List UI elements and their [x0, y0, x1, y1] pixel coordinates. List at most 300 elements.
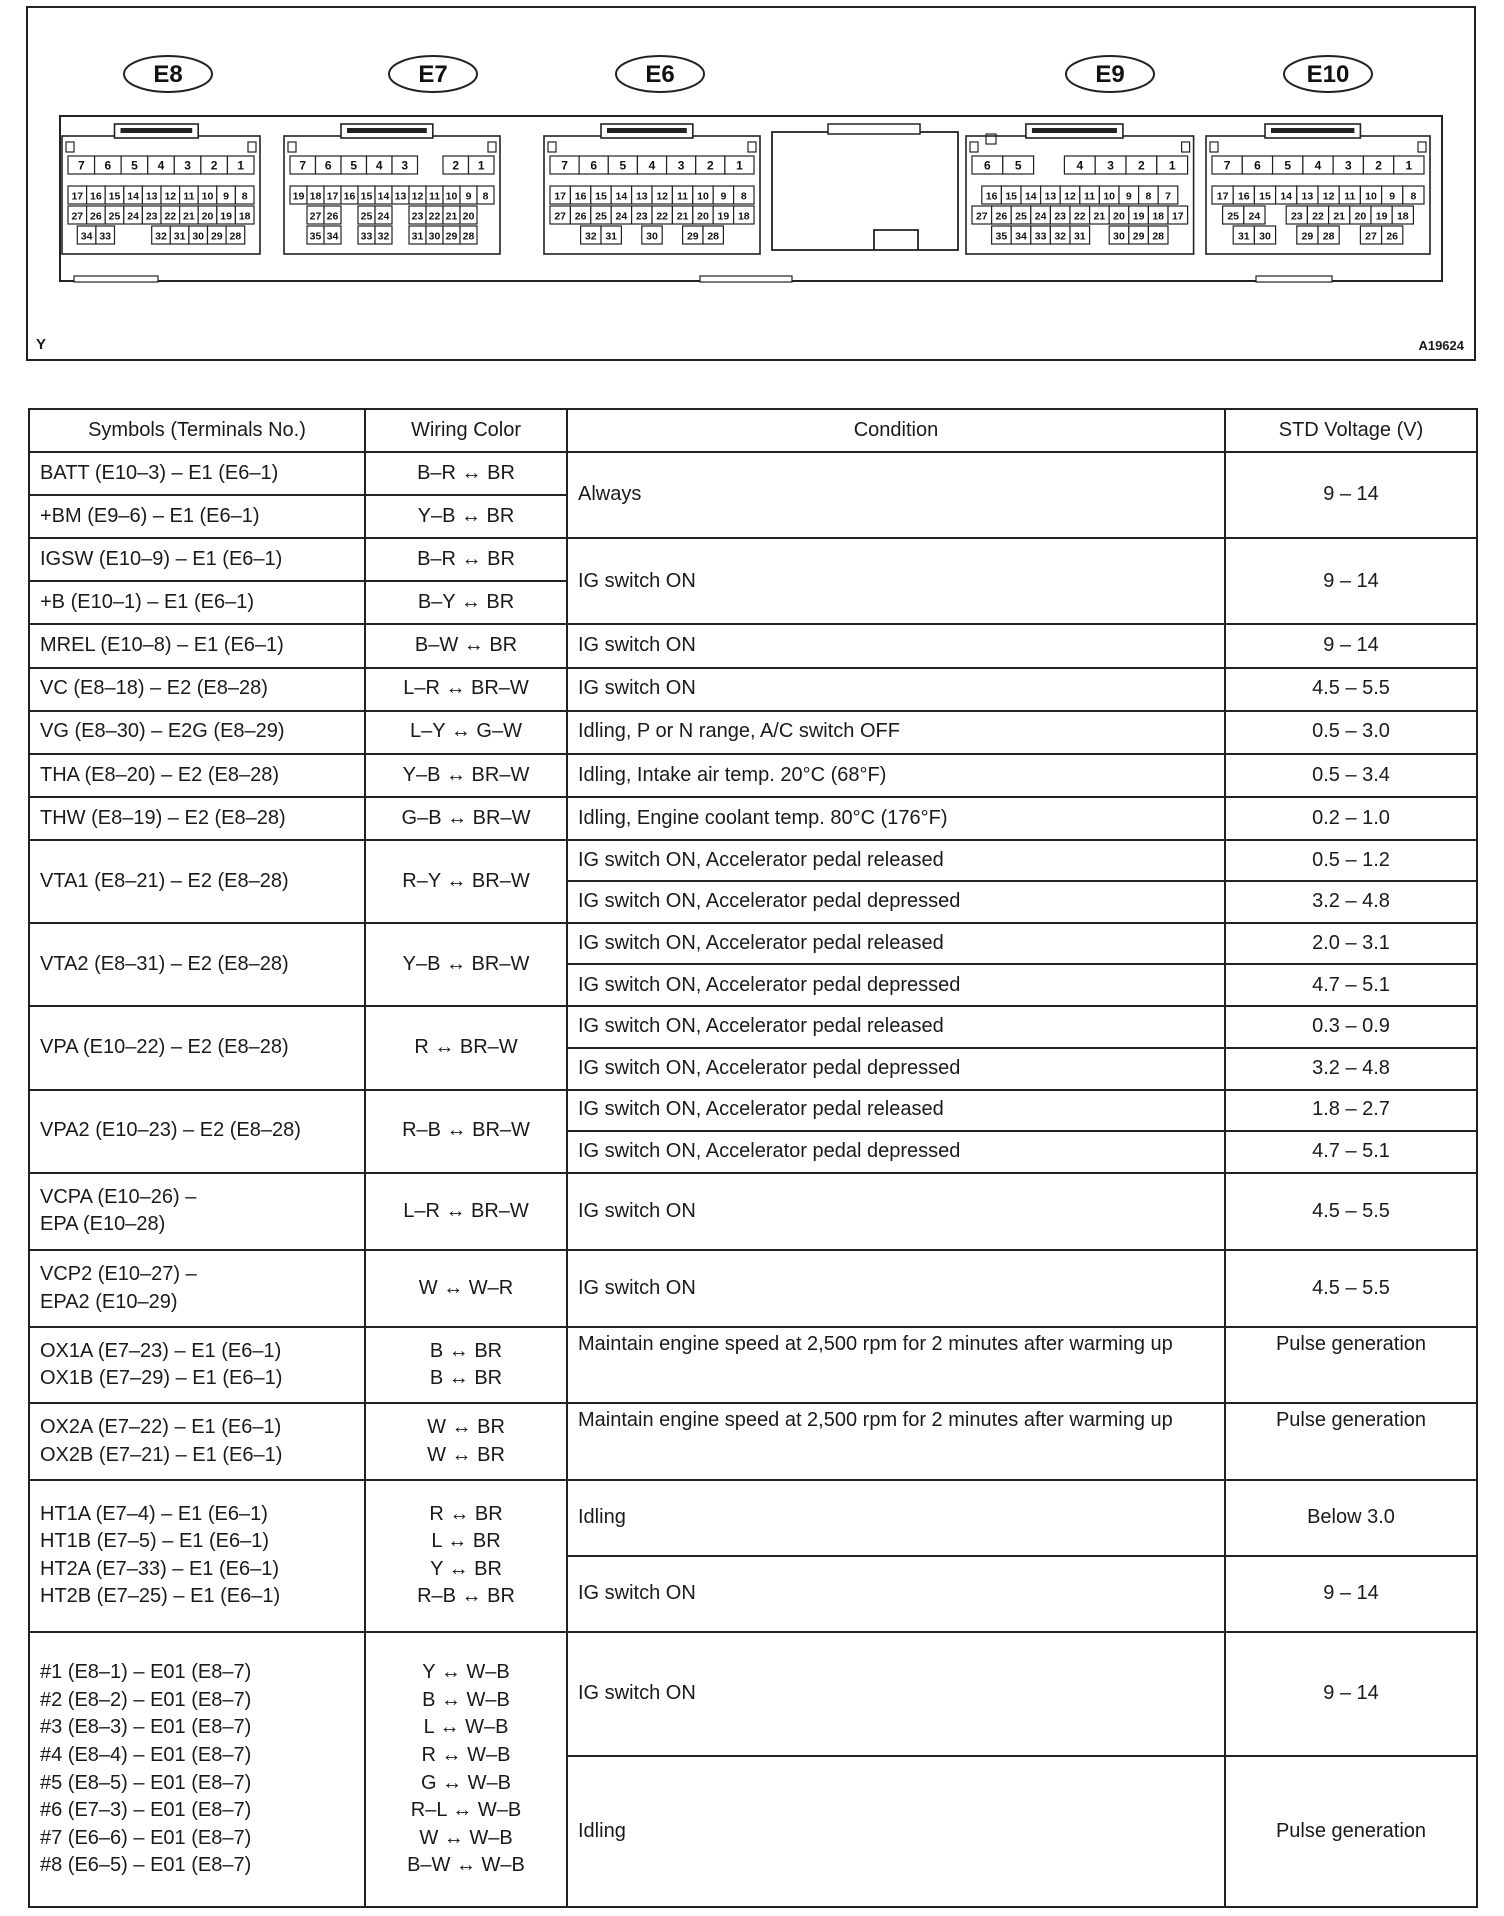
- connector-pin-number: 6: [590, 158, 598, 173]
- wiring-line: R–Y ↔ BR–W: [402, 869, 530, 892]
- connector-pin-number: 19: [220, 210, 232, 223]
- connector-pin-number: 26: [90, 210, 102, 223]
- wiring-line: Y–B ↔ BR: [417, 504, 515, 527]
- header-symbols: Symbols (Terminals No.): [29, 409, 365, 452]
- connector-pin-number: 22: [1073, 210, 1086, 223]
- cell-condition: Always: [567, 452, 1225, 538]
- table-row: [29, 1250, 1477, 1327]
- connector-pin-number: 8: [740, 190, 747, 203]
- connector-pin-number: 10: [1365, 190, 1377, 203]
- center-housing: [772, 132, 958, 250]
- connector-pin-number: 21: [1093, 210, 1106, 223]
- connector-pin-number: 16: [90, 190, 102, 203]
- cell-std-voltage: 1.8 – 2.7: [1225, 1090, 1477, 1131]
- symbol-line: #5 (E8–5) – E01 (E8–7): [40, 1771, 252, 1794]
- cell-wiring-color: [365, 538, 567, 581]
- connector-latch-slot: [347, 128, 427, 133]
- wiring-line: B–W ↔ BR: [414, 634, 518, 657]
- cell-symbol: [29, 754, 365, 797]
- header-wiring-color: Wiring Color: [365, 409, 567, 452]
- connector-pin-number: 30: [1113, 230, 1125, 243]
- wiring-line: B ↔ W–B: [422, 1688, 510, 1711]
- table-row: [29, 1632, 1477, 1756]
- connector-pin-number: 3: [1344, 158, 1352, 173]
- connector-pin-number: 8: [482, 190, 489, 203]
- connector-pin-number: 11: [1344, 190, 1356, 203]
- connector-pin-number: 30: [192, 230, 205, 243]
- cell-wiring-color: [365, 711, 567, 754]
- table-row: [29, 1173, 1477, 1250]
- connector-label: E8: [153, 61, 183, 88]
- connector-pin-number: 6: [984, 158, 991, 173]
- connector-pin-number: 4: [1076, 158, 1084, 173]
- cell-std-voltage: Below 3.0: [1225, 1480, 1477, 1556]
- wiring-line: B ↔ BR: [429, 1367, 503, 1390]
- connector-e8: [62, 56, 260, 254]
- connector-pin-number: 17: [71, 190, 84, 203]
- table-row: [29, 452, 1477, 495]
- cell-std-voltage: 9 – 14: [1225, 538, 1477, 624]
- wiring-line: R ↔ W–B: [421, 1743, 511, 1766]
- connector-pin-number: 6: [1254, 158, 1261, 173]
- wiring-line: W ↔ W–B: [419, 1826, 513, 1849]
- connector-pin-number: 27: [554, 210, 567, 223]
- connector-pin-number: 12: [1064, 190, 1076, 203]
- connector-pin-number: 15: [108, 190, 121, 203]
- connector-pin-number: 4: [157, 158, 165, 173]
- connector-pin-number: 21: [445, 210, 458, 223]
- wiring-line: G–B ↔ BR–W: [401, 806, 531, 829]
- connector-pin-number: 14: [377, 190, 390, 203]
- connector-pin-number: 5: [350, 158, 358, 173]
- wiring-line: B–Y ↔ BR: [417, 591, 515, 614]
- symbol-line: #7 (E6–6) – E01 (E8–7): [40, 1826, 252, 1849]
- connector-pin-number: 18: [238, 210, 251, 223]
- connector-pin-number: 12: [656, 190, 669, 203]
- table-row: [29, 797, 1477, 840]
- symbol-line: EPA2 (E10–29): [40, 1290, 178, 1313]
- cell-std-voltage: 0.2 – 1.0: [1225, 797, 1477, 840]
- connector-pin-number: 19: [292, 190, 305, 203]
- connector-pin-number: 11: [1084, 190, 1096, 203]
- symbol-line: VCPA (E10–26) –: [40, 1185, 197, 1208]
- cell-wiring-color: [365, 1480, 567, 1632]
- cell-wiring-color: [365, 452, 567, 495]
- cell-condition: Maintain engine speed at 2,500 rpm for 2 minutes after warming up: [567, 1403, 1225, 1479]
- connector-pin-number: 4: [648, 158, 656, 173]
- table-body: [29, 452, 1477, 1907]
- symbol-line: #2 (E8–2) – E01 (E8–7): [40, 1688, 252, 1711]
- symbol-line: MREL (E10–8) – E1 (E6–1): [40, 634, 284, 657]
- connector-pin-number: 21: [1333, 210, 1346, 223]
- symbol-line: VPA (E10–22) – E2 (E8–28): [40, 1036, 289, 1059]
- connector-pin-number: 6: [324, 158, 332, 173]
- cell-condition: IG switch ON, Accelerator pedal released: [567, 923, 1225, 964]
- cell-condition: IG switch ON: [567, 624, 1225, 667]
- connector-pin-number: 25: [360, 210, 373, 223]
- cell-std-voltage: 0.5 – 3.0: [1225, 711, 1477, 754]
- connector-pin-number: 14: [615, 190, 628, 203]
- cell-std-voltage: 0.5 – 3.4: [1225, 754, 1477, 797]
- connector-pin-number: 25: [1227, 210, 1240, 223]
- connector-pin-number: 29: [1301, 230, 1314, 243]
- connector-guide-tab: [1210, 142, 1218, 152]
- connector-guide-tab: [488, 142, 496, 152]
- cell-std-voltage: 0.3 – 0.9: [1225, 1006, 1477, 1047]
- connector-pin-number: 3: [401, 158, 409, 173]
- center-housing-latch: [828, 124, 920, 134]
- connector-pin-number: 20: [697, 210, 709, 223]
- connector-pin-number: 31: [1073, 230, 1086, 243]
- cell-condition: Idling, P or N range, A/C switch OFF: [567, 711, 1225, 754]
- cell-wiring-color: [365, 754, 567, 797]
- cell-wiring-color: [365, 1090, 567, 1173]
- cell-std-voltage: 9 – 14: [1225, 1632, 1477, 1756]
- connector-pin-number: 2: [452, 158, 460, 173]
- cell-condition: IG switch ON, Accelerator pedal depressed: [567, 1048, 1225, 1090]
- connector-diagram: [26, 6, 1476, 361]
- cell-std-voltage: 9 – 14: [1225, 624, 1477, 667]
- cell-std-voltage: 4.5 – 5.5: [1225, 1173, 1477, 1250]
- wiring-line: W ↔ W–R: [418, 1276, 514, 1299]
- connector-pin-number: 28: [462, 230, 475, 243]
- connector-guide-tab: [248, 142, 256, 152]
- connector-pin-number: 17: [1171, 210, 1184, 223]
- table-row: [29, 624, 1477, 667]
- wiring-line: B–R ↔ BR: [417, 547, 515, 570]
- connector-pin-number: 16: [574, 190, 587, 203]
- connector-pin-number: 2: [1138, 158, 1145, 173]
- connector-pin-number: 5: [1284, 158, 1292, 173]
- connector-pin-number: 7: [1223, 158, 1231, 173]
- connector-label: E10: [1306, 61, 1350, 88]
- header-std-voltage: STD Voltage (V): [1225, 409, 1477, 452]
- connector-pin-number: 24: [1034, 210, 1047, 223]
- connector-pin-number: 18: [309, 190, 322, 203]
- connector-pin-number: 1: [1168, 158, 1176, 173]
- connector-pin-number: 15: [1259, 190, 1271, 203]
- cell-symbol: [29, 923, 365, 1006]
- connector-pin-number: 33: [1034, 230, 1047, 243]
- symbol-line: #4 (E8–4) – E01 (E8–7): [40, 1743, 252, 1766]
- connector-pin-number: 28: [707, 230, 720, 243]
- connector-pin-number: 30: [428, 230, 441, 243]
- cell-condition: Idling: [567, 1756, 1225, 1907]
- connector-pin-number: 16: [985, 190, 998, 203]
- connector-pin-number: 17: [554, 190, 567, 203]
- connector-pin-number: 25: [108, 210, 121, 223]
- connector-pin-number: 33: [99, 230, 112, 243]
- cell-wiring-color: [365, 1250, 567, 1327]
- wiring-line: L–R ↔ BR–W: [403, 677, 529, 700]
- connector-pin-number: 18: [737, 210, 750, 223]
- symbol-line: HT2B (E7–25) – E1 (E6–1): [40, 1585, 281, 1608]
- cell-wiring-color: [365, 581, 567, 624]
- cell-std-voltage: 3.2 – 4.8: [1225, 1048, 1477, 1090]
- connector-pin-number: 27: [975, 210, 988, 223]
- wiring-line: R–B ↔ BR: [417, 1585, 515, 1608]
- connector-pin-number: 12: [164, 190, 177, 203]
- cell-wiring-color: [365, 923, 567, 1006]
- symbol-line: HT2A (E7–33) – E1 (E6–1): [40, 1557, 280, 1580]
- connector-pin-number: 33: [360, 230, 373, 243]
- wiring-line: Y ↔ W–B: [422, 1661, 510, 1684]
- connector-pin-number: 32: [584, 230, 597, 243]
- cell-wiring-color: [365, 624, 567, 667]
- connector-pin-number: 22: [1312, 210, 1324, 223]
- cell-condition: Idling: [567, 1480, 1225, 1556]
- connector-pin-number: 27: [71, 210, 84, 223]
- wiring-line: R–B ↔ BR–W: [402, 1119, 530, 1142]
- symbol-line: VCP2 (E10–27) –: [40, 1263, 197, 1286]
- cell-symbol: [29, 1327, 365, 1403]
- connector-pin-number: 29: [686, 230, 699, 243]
- cell-std-voltage: Pulse generation: [1225, 1327, 1477, 1403]
- connector-drawing: [28, 8, 1474, 359]
- cell-std-voltage: Pulse generation: [1225, 1756, 1477, 1907]
- wiring-line: L–Y ↔ G–W: [410, 720, 522, 743]
- cell-wiring-color: [365, 495, 567, 538]
- connector-latch-slot: [1271, 128, 1354, 133]
- table-row: [29, 1403, 1477, 1479]
- connector-pin-number: 26: [1386, 230, 1399, 243]
- connector-pin-number: 15: [360, 190, 373, 203]
- corner-label: Y: [36, 336, 47, 353]
- connector-pin-number: 3: [1107, 158, 1114, 173]
- cell-condition: Idling, Engine coolant temp. 80°C (176°F): [567, 797, 1225, 840]
- cell-condition: IG switch ON: [567, 1556, 1225, 1632]
- cell-std-voltage: 4.5 – 5.5: [1225, 668, 1477, 711]
- symbol-line: #6 (E7–3) – E01 (E8–7): [40, 1799, 252, 1822]
- connector-latch-slot: [121, 128, 193, 133]
- cell-symbol: [29, 581, 365, 624]
- table-row: [29, 711, 1477, 754]
- connector-pin-number: 20: [462, 210, 475, 223]
- connector-pin-number: 12: [411, 190, 424, 203]
- connector-guide-tab: [1182, 142, 1190, 152]
- connector-guide-tab: [288, 142, 296, 152]
- connector-pin-number: 24: [1248, 210, 1261, 223]
- connector-e6: [544, 56, 760, 254]
- connector-pin-number: 2: [706, 158, 714, 173]
- wiring-line: B–W ↔ W–B: [407, 1854, 525, 1877]
- connector-pin-number: 23: [635, 210, 648, 223]
- wiring-line: R ↔ BR–W: [414, 1036, 518, 1059]
- cell-symbol: [29, 840, 365, 923]
- symbol-line: HT1B (E7–5) – E1 (E6–1): [40, 1530, 269, 1553]
- symbol-line: THW (E8–19) – E2 (E8–28): [40, 806, 286, 829]
- connector-pin-number: 9: [720, 190, 727, 203]
- cell-condition: IG switch ON: [567, 1250, 1225, 1327]
- connector-pin-number: 29: [1132, 230, 1145, 243]
- connector-pin-number: 3: [677, 158, 685, 173]
- bottom-rail: [74, 276, 158, 282]
- symbol-line: HT1A (E7–4) – E1 (E6–1): [40, 1502, 268, 1525]
- table-row: [29, 668, 1477, 711]
- connector-pin-number: 24: [127, 210, 139, 223]
- connector-e10: [1206, 56, 1430, 254]
- connector-pin-number: 34: [326, 230, 339, 243]
- cell-symbol: [29, 711, 365, 754]
- cell-symbol: [29, 1250, 365, 1327]
- connector-pin-number: 23: [1290, 210, 1303, 223]
- cell-symbol: [29, 1632, 365, 1907]
- cell-symbol: [29, 495, 365, 538]
- connector-pin-number: 17: [1216, 190, 1229, 203]
- connector-label: E9: [1095, 61, 1125, 88]
- connector-pin-number: 23: [1054, 210, 1067, 223]
- symbol-line: OX1B (E7–29) – E1 (E6–1): [40, 1367, 283, 1390]
- cell-condition: IG switch ON: [567, 1173, 1225, 1250]
- connector-pin-number: 19: [1375, 210, 1388, 223]
- symbol-line: #1 (E8–1) – E01 (E8–7): [40, 1661, 252, 1684]
- wiring-line: L ↔ W–B: [423, 1716, 509, 1739]
- connector-pin-number: 13: [145, 190, 158, 203]
- connector-pin-number: 13: [635, 190, 648, 203]
- wiring-line: L–R ↔ BR–W: [403, 1199, 529, 1222]
- connector-pin-number: 22: [428, 210, 441, 223]
- connector-pin-number: 24: [615, 210, 628, 223]
- cell-symbol: [29, 538, 365, 581]
- symbol-line: EPA (E10–28): [40, 1213, 166, 1236]
- connector-guide-tab: [1418, 142, 1426, 152]
- connector-pin-number: 22: [656, 210, 669, 223]
- connector-pin-number: 7: [1165, 190, 1171, 203]
- connector-pin-number: 7: [561, 158, 568, 173]
- wiring-line: Y–B ↔ BR–W: [402, 763, 530, 786]
- symbol-line: +B (E10–1) – E1 (E6–1): [40, 591, 255, 614]
- bottom-rail: [1256, 276, 1332, 282]
- connector-pin-number: 26: [574, 210, 587, 223]
- cell-wiring-color: [365, 1632, 567, 1907]
- connector-pin-number: 1: [736, 158, 743, 173]
- cell-wiring-color: [365, 1173, 567, 1250]
- wiring-line: R–L ↔ W–B: [410, 1799, 522, 1822]
- connector-pin-number: 8: [241, 190, 248, 203]
- wiring-line: G ↔ W–B: [420, 1771, 511, 1794]
- connector-pin-number: 14: [1280, 190, 1293, 203]
- connector-pin-number: 9: [1389, 190, 1396, 203]
- connector-pin-number: 20: [1113, 210, 1125, 223]
- connector-pin-number: 32: [377, 230, 390, 243]
- wiring-line: Y–B ↔ BR–W: [402, 953, 530, 976]
- connector-pin-number: 2: [1375, 158, 1382, 173]
- connector-pin-number: 35: [995, 230, 1008, 243]
- table-row: [29, 923, 1477, 964]
- wiring-line: W ↔ BR: [427, 1415, 505, 1438]
- connector-pin-number: 31: [605, 230, 618, 243]
- connector-guide-tab: [970, 142, 978, 152]
- symbol-line: VG (E8–30) – E2G (E8–29): [40, 720, 285, 743]
- symbol-line: VTA2 (E8–31) – E2 (E8–28): [40, 953, 289, 976]
- connector-pin-number: 13: [1301, 190, 1314, 203]
- connector-pin-number: 7: [77, 158, 85, 173]
- connector-pin-number: 32: [1054, 230, 1067, 243]
- table-row: [29, 1327, 1477, 1403]
- connector-pin-number: 10: [1103, 190, 1116, 203]
- connector-pin-number: 26: [995, 210, 1008, 223]
- connector-pin-number: 9: [1125, 190, 1132, 203]
- wiring-line: B ↔ BR: [429, 1339, 503, 1362]
- connector-pin-number: 4: [1314, 158, 1322, 173]
- cell-condition: IG switch ON, Accelerator pedal released: [567, 840, 1225, 881]
- cell-condition: IG switch ON: [567, 668, 1225, 711]
- cell-std-voltage: 4.7 – 5.1: [1225, 1131, 1477, 1173]
- connector-pin-number: 16: [343, 190, 356, 203]
- connector-pin-number: 23: [145, 210, 158, 223]
- cell-condition: IG switch ON, Accelerator pedal depressed: [567, 881, 1225, 923]
- cell-condition: IG switch ON, Accelerator pedal released: [567, 1090, 1225, 1131]
- symbol-line: BATT (E10–3) – E1 (E6–1): [40, 461, 279, 484]
- cell-symbol: [29, 668, 365, 711]
- cell-condition: IG switch ON, Accelerator pedal released: [567, 1006, 1225, 1047]
- cell-condition: IG switch ON: [567, 1632, 1225, 1756]
- symbol-line: OX2B (E7–21) – E1 (E6–1): [40, 1443, 283, 1466]
- cell-condition: Maintain engine speed at 2,500 rpm for 2 minutes after warming up: [567, 1327, 1225, 1403]
- connector-pin-number: 5: [131, 158, 138, 173]
- cell-symbol: [29, 1173, 365, 1250]
- connector-pin-number: 5: [1014, 158, 1022, 173]
- connector-pin-number: 32: [155, 230, 167, 243]
- symbol-line: OX2A (E7–22) – E1 (E6–1): [40, 1415, 282, 1438]
- cell-std-voltage: 2.0 – 3.1: [1225, 923, 1477, 964]
- connector-pin-number: 12: [1322, 190, 1335, 203]
- connector-pin-number: 2: [210, 158, 218, 173]
- connector-pin-number: 18: [1152, 210, 1165, 223]
- connector-pin-number: 15: [1005, 190, 1018, 203]
- connector-pin-number: 5: [619, 158, 627, 173]
- connector-pin-number: 25: [595, 210, 607, 223]
- cell-symbol: [29, 1090, 365, 1173]
- symbol-line: THA (E8–20) – E2 (E8–28): [40, 763, 280, 786]
- cell-wiring-color: [365, 1006, 567, 1089]
- connector-pin-number: 20: [201, 210, 214, 223]
- connector-pin-number: 19: [717, 210, 730, 223]
- connector-pin-number: 26: [326, 210, 339, 223]
- table-header-row: [29, 409, 1477, 452]
- connector-pin-number: 11: [183, 190, 195, 203]
- connector-pin-number: 30: [646, 230, 658, 243]
- wiring-line: L ↔ BR: [431, 1530, 501, 1553]
- connector-pin-number: 20: [1354, 210, 1367, 223]
- cell-wiring-color: [365, 1403, 567, 1479]
- symbol-line: +BM (E9–6) – E1 (E6–1): [40, 504, 260, 527]
- cell-symbol: [29, 1006, 365, 1089]
- symbol-line: #3 (E8–3) – E01 (E8–7): [40, 1716, 252, 1739]
- connector-pin-number: 29: [445, 230, 458, 243]
- connector-pin-number: 14: [127, 190, 139, 203]
- connector-pin-number: 27: [1365, 230, 1377, 243]
- symbol-line: #8 (E6–5) – E01 (E8–7): [40, 1854, 252, 1877]
- connector-pin-number: 1: [1405, 158, 1413, 173]
- cell-std-voltage: 4.7 – 5.1: [1225, 964, 1477, 1006]
- connector-pin-number: 18: [1396, 210, 1409, 223]
- symbol-line: VC (E8–18) – E2 (E8–28): [40, 677, 268, 700]
- connector-pin-number: 13: [394, 190, 407, 203]
- connector-pin-number: 34: [1015, 230, 1027, 243]
- header-condition: Condition: [567, 409, 1225, 452]
- connector-pin-number: 15: [595, 190, 607, 203]
- table-row: [29, 538, 1477, 581]
- cell-wiring-color: [365, 668, 567, 711]
- cell-std-voltage: 9 – 14: [1225, 452, 1477, 538]
- bottom-rail: [700, 276, 792, 282]
- connector-pin-number: 21: [183, 210, 195, 223]
- connector-guide-tab: [548, 142, 556, 152]
- table-row: [29, 840, 1477, 881]
- cell-condition: IG switch ON, Accelerator pedal depressed: [567, 964, 1225, 1006]
- table-row: [29, 754, 1477, 797]
